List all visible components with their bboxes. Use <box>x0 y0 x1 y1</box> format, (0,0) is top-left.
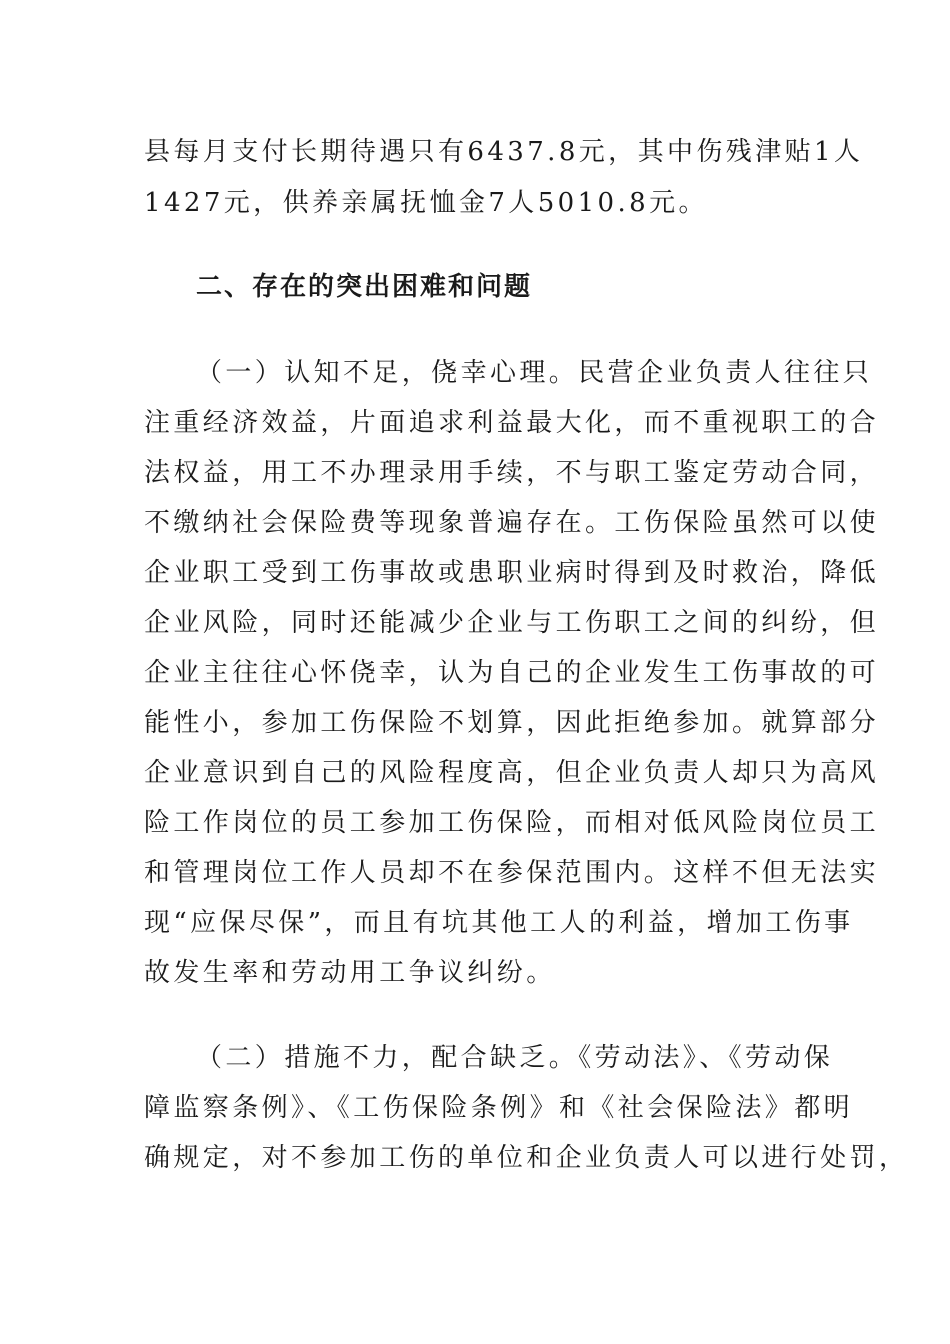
text-line: 企业意识到自己的风险程度高，但企业负责人却只为高风 <box>144 758 880 788</box>
text-line: 确规定，对不参加工伤的单位和企业负责人可以进行处罚， <box>144 1143 909 1173</box>
text-line: 现“应保尽保”，而且有坑其他工人的利益，增加工伤事 <box>144 908 854 938</box>
text-line: 法权益，用工不办理录用手续，不与职工鉴定劳动合同， <box>144 458 880 488</box>
text-line: 能性小，参加工伤保险不划算，因此拒绝参加。就算部分 <box>144 708 880 738</box>
text-line: 企业职工受到工伤事故或患职业病时得到及时救治，降低 <box>144 558 880 588</box>
text-line: （一）认知不足，侥幸心理。民营企业负责人往往只 <box>196 358 873 388</box>
text-line: 注重经济效益，片面追求利益最大化，而不重视职工的合 <box>144 408 880 438</box>
section-heading: 二、存在的突出困难和问题 <box>196 272 533 302</box>
text-line: 和管理岗位工作人员却不在参保范围内。这样不但无法实 <box>144 858 880 888</box>
text-line: 企业主往往心怀侥幸，认为自己的企业发生工伤事故的可 <box>144 658 880 688</box>
text-line: 企业风险，同时还能减少企业与工伤职工之间的纠纷，但 <box>144 608 880 638</box>
text-line: 不缴纳社会保险费等现象普遍存在。工伤保险虽然可以使 <box>144 508 880 538</box>
text-line: 故发生率和劳动用工争议纠纷。 <box>144 958 556 988</box>
text-line: 1427元，供养亲属抚恤金7人5010.8元。 <box>144 188 708 218</box>
text-line: 县每月支付长期待遇只有6437.8元，其中伤残津贴1人 <box>144 137 864 167</box>
text-line: 障监察条例》、《工伤保险条例》和《社会保险法》都明 <box>144 1093 854 1123</box>
text-line: （二）措施不力，配合缺乏。《劳动法》、《劳动保 <box>196 1043 834 1073</box>
text-line: 险工作岗位的员工参加工伤保险，而相对低风险岗位员工 <box>144 808 880 838</box>
